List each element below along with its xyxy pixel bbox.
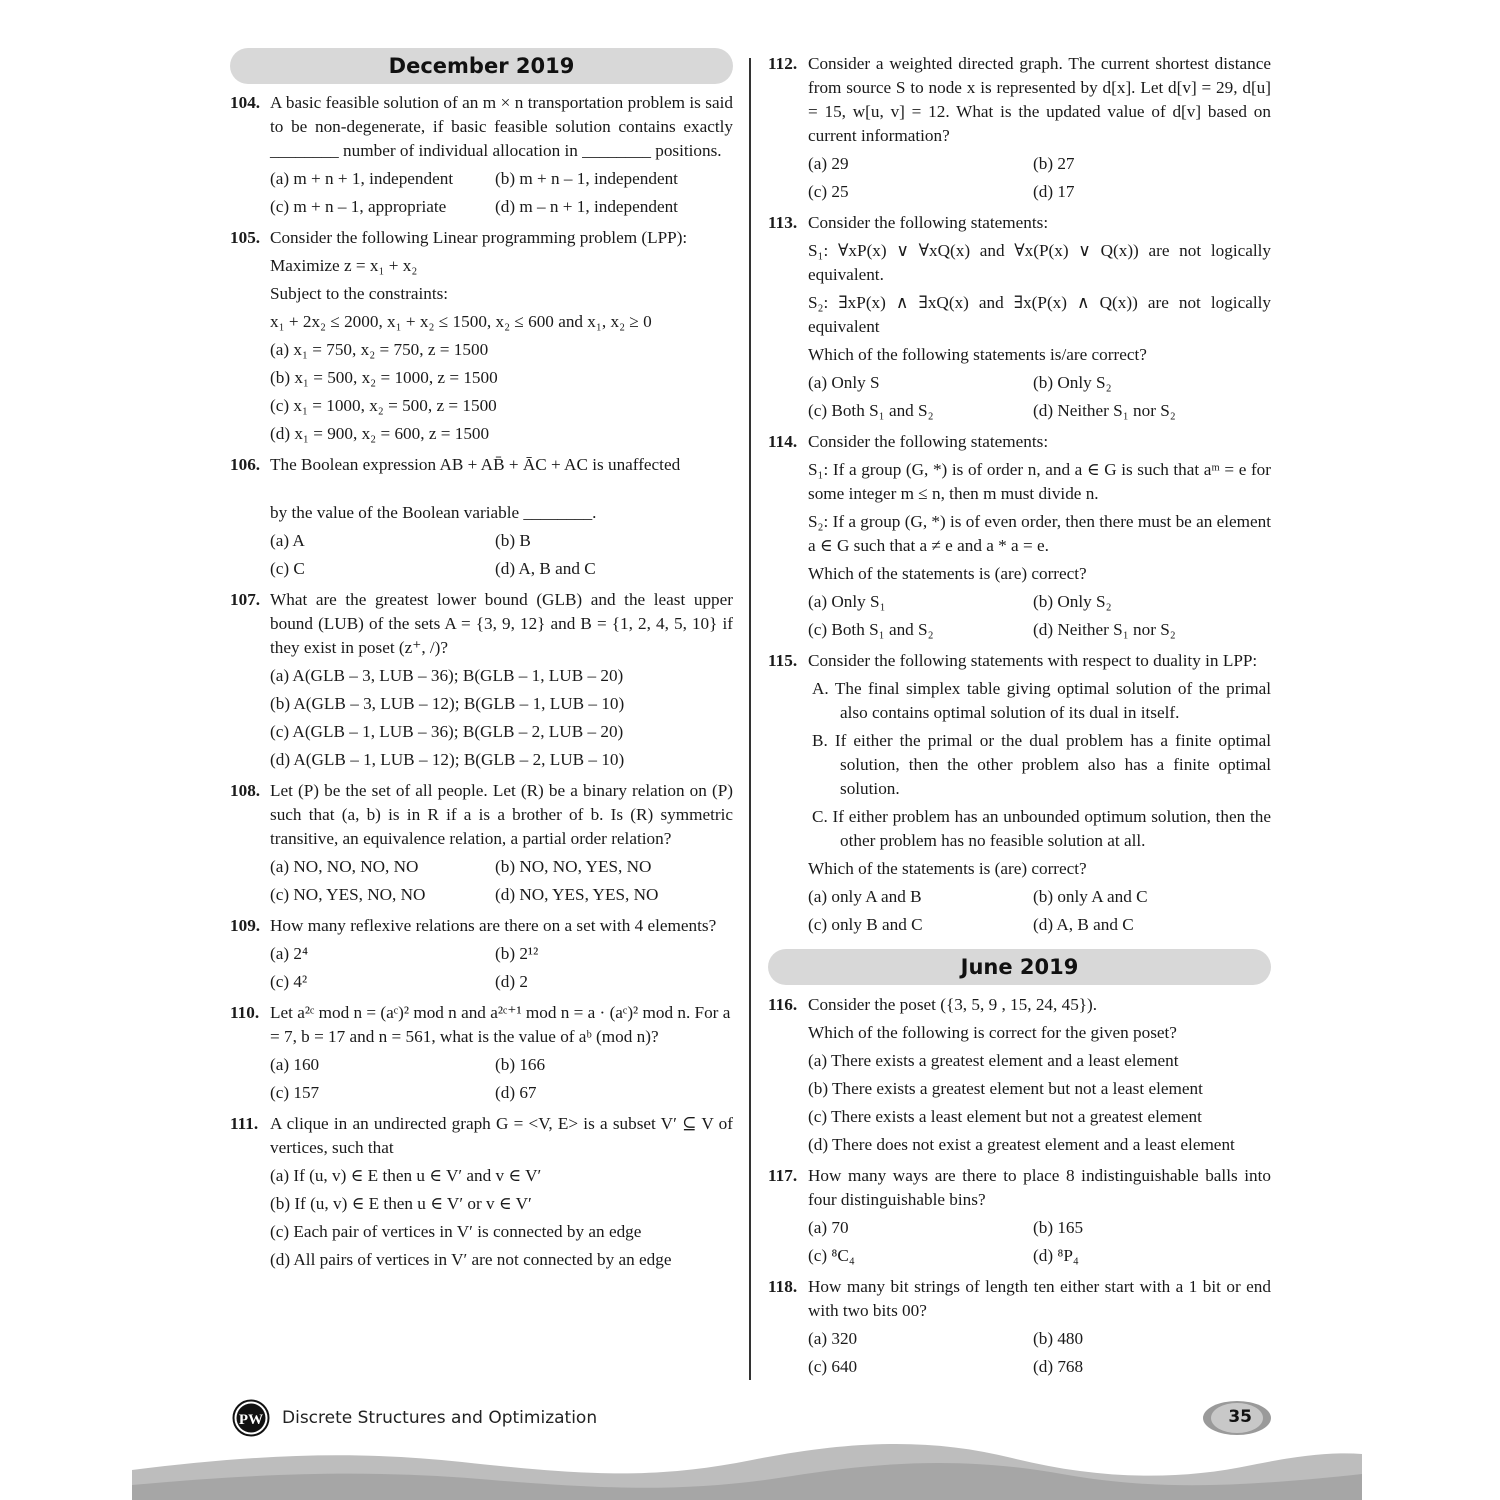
statement-a: A. The final simplex table giving optimal solution of the primal also contains optimal solution of its dual in itself.	[812, 679, 1271, 722]
option: (a) only A and B	[808, 887, 922, 906]
option: (c) A(GLB – 1, LUB – 36); B(GLB – 2, LUB – 20)	[270, 722, 624, 741]
option: (c) 157	[270, 1083, 320, 1102]
option: (c) C	[270, 559, 305, 578]
option: (c) Each pair of vertices in V′ is connected by an edge	[270, 1222, 642, 1241]
option: (d) 768	[1033, 1357, 1084, 1376]
question-text: Maximize z = x₁ + x₂	[270, 256, 418, 275]
question-text: Which of the following is correct for the given poset?	[808, 1023, 1177, 1042]
option: (a) A	[270, 531, 305, 550]
question-text: Consider the following statements:	[808, 432, 1049, 451]
question-text: S₁: ∀xP(x) ∨ ∀xQ(x) and ∀x(P(x) ∨ Q(x)) are not logically equivalent.	[808, 241, 1271, 284]
question-112: 112. Consider a weighted directed graph. The current shortest distance from source S to node x is represented by d[x]. Let d[v] = 29, d[u] = 15, w[u, v] = 12. What is the updated value of d[v] based on current information? (a) 29 (b) 27 (c) 25 (d) 17	[768, 52, 1271, 204]
question-text: The Boolean expression AB + AB̄ + ĀC + AC is unaffected	[270, 455, 681, 474]
right-column	[768, 48, 1271, 1379]
question-text: by the value of the Boolean variable ________.	[270, 503, 597, 522]
option: (a) Only S	[808, 373, 880, 392]
option: (b) Only S₂	[1033, 592, 1112, 611]
option: (b) only A and C	[1033, 887, 1148, 906]
option: (a) A(GLB – 3, LUB – 36); B(GLB – 1, LUB – 20)	[270, 666, 624, 685]
option: (c) NO, YES, NO, NO	[270, 885, 426, 904]
option: (b) x₁ = 500, x₂ = 1000, z = 1500	[270, 368, 498, 387]
option: (d) A(GLB – 1, LUB – 12); B(GLB – 2, LUB – 10)	[270, 750, 625, 769]
option: (d) ⁸P₄	[1033, 1246, 1079, 1265]
option: (b) 27	[1033, 154, 1075, 173]
option: (b) If (u, v) ∈ E then u ∈ V′ or v ∈ V′	[270, 1194, 532, 1213]
option: (d) 67	[495, 1083, 537, 1102]
option: (d) Neither S₁ nor S₂	[1033, 620, 1176, 639]
section-banner-june-2019: June 2019	[768, 949, 1271, 985]
question-text: Let a²ᶜ mod n = (aᶜ)² mod n and a²ᶜ⁺¹ mod n = a · (aᶜ)² mod n. For a = 7, b = 17 and n = 561, what is the value of aᵇ (mod n)?	[270, 1003, 731, 1046]
question-106: 106. The Boolean expression AB + AB̄ + ĀC + AC is unaffected by the value of the Boolean variable ________. (a) A (b) B (c) C (d) A, B and C	[230, 453, 733, 581]
question-text: Consider the poset ({3, 5, 9 , 15, 24, 45}).	[808, 995, 1098, 1014]
option: (d) All pairs of vertices in V′ are not connected by an edge	[270, 1250, 672, 1269]
question-text: A clique in an undirected graph G = <V, E> is a subset V′ ⊆ V of vertices, such that	[270, 1114, 733, 1157]
question-104: 104. A basic feasible solution of an m × n transportation problem is said to be non-degenerate, if basic feasible solution contains exactly ________ number of individual allocation in ________ positions. (a) m + n + 1, independent (b) m + n – 1, independent (c) m + n – 1, appropriate (d) m – n + 1, independent	[230, 91, 733, 219]
option: (a) There exists a greatest element and a least element	[808, 1051, 1179, 1070]
question-116: 116. Consider the poset ({3, 5, 9 , 15, 24, 45}). Which of the following is correct for the given poset? (a) There exists a greatest element and a least element (b) There exists a greatest element but not a least element (c) There exists a least element but not a greatest element (d) There does not exist a greatest element and a least element	[768, 993, 1271, 1157]
option: (c) x₁ = 1000, x₂ = 500, z = 1500	[270, 396, 497, 415]
option: (b) 165	[1033, 1218, 1084, 1237]
question-text: Consider a weighted directed graph. The current shortest distance from source S to node x is represented by d[x]. Let d[v] = 29, d[u] = 15, w[u, v] = 12. What is the updated value of d[v] based on current information?	[808, 54, 1271, 145]
option: (d) Neither S₁ nor S₂	[1033, 401, 1176, 420]
question-108: 108. Let (P) be the set of all people. Let (R) be a binary relation on (P) such that (a, b) is in R if a is a brother of b. Is (R) symmetric transitive, an equivalence relation, a partial order relation? (a) NO, NO, NO, NO (b) NO, NO, YES, NO (c) NO, YES, NO, NO (d) NO, YES, YES, NO	[230, 779, 733, 907]
svg-text:PW: PW	[238, 1412, 264, 1428]
question-105: 105. Consider the following Linear programming problem (LPP): Maximize z = x₁ + x₂ Subject to the constraints: x₁ + 2x₂ ≤ 2000, x₁ + x₂ ≤ 1500, x₂ ≤ 600 and x₁, x₂ ≥ 0 (a) x₁ = 750, x₂ = 750, z = 1500 (b) x₁ = 500, x₂ = 1000, z = 1500 (c) x₁ = 1000, x₂ = 500, z = 1500 (d) x₁ = 900, x₂ = 600, z = 1500	[230, 226, 733, 446]
option: (c) m + n – 1, appropriate	[270, 197, 447, 216]
question-114: 114. Consider the following statements: S₁: If a group (G, *) is of order n, and a ∈ G is such that aᵐ = e for some integer m ≤ n, then m must divide n. S₂: If a group (G, *) is of even order, then there must be an element a ∈ G such that a ≠ e and a * a = e. Which of the statements is (are) correct? (a) Only S₁ (b) Only S₂ (c) Both S₁ and S₂ (d) Neither S₁ nor S₂	[768, 430, 1271, 642]
question-text: Which of the following statements is/are correct?	[808, 345, 1147, 364]
option: (d) m – n + 1, independent	[495, 197, 678, 216]
option: (d) A, B and C	[1033, 915, 1134, 934]
option: (a) NO, NO, NO, NO	[270, 857, 419, 876]
option: (d) NO, YES, YES, NO	[495, 885, 659, 904]
question-text: Subject to the constraints:	[270, 284, 449, 303]
option: (c) Both S₁ and S₂	[808, 620, 934, 639]
question-text: x₁ + 2x₂ ≤ 2000, x₁ + x₂ ≤ 1500, x₂ ≤ 600 and x₁, x₂ ≥ 0	[270, 312, 652, 331]
option: (d) x₁ = 900, x₂ = 600, z = 1500	[270, 424, 490, 443]
question-text: How many ways are there to place 8 indistinguishable balls into four distinguishable bins?	[808, 1166, 1271, 1209]
option: (c) Both S₁ and S₂	[808, 401, 934, 420]
question-113: 113. Consider the following statements: S₁: ∀xP(x) ∨ ∀xQ(x) and ∀x(P(x) ∨ Q(x)) are not logically equivalent. S₂: ∃xP(x) ∧ ∃xQ(x) and ∃x(P(x) ∧ Q(x)) are not logically equivalent Which of the following statements is/are correct? (a) Only S (b) Only S₂ (c) Both S₁ and S₂ (d) Neither S₁ nor S₂	[768, 211, 1271, 423]
option: (d) There does not exist a greatest element and a least element	[808, 1135, 1235, 1154]
question-115: 115. Consider the following statements with respect to duality in LPP: A. The final simplex table giving optimal solution of the primal also contains optimal solution of its dual in itself. B. If either the primal or the dual problem has a finite optimal solution, then the other problem also has a finite optimal solution. C. If either problem has an unbounded optimum solution, then the other problem has no feasible solution at all. Which of the statements is (are) correct? (a) only A and B (b) only A and C (c) only B and C (d) A, B and C	[768, 649, 1271, 937]
option: (b) m + n – 1, independent	[495, 169, 678, 188]
option: (a) If (u, v) ∈ E then u ∈ V′ and v ∈ V′	[270, 1166, 542, 1185]
option: (b) A(GLB – 3, LUB – 12); B(GLB – 1, LUB – 10)	[270, 694, 625, 713]
section-banner-december-2019: December 2019	[230, 48, 733, 84]
option: (d) 17	[1033, 182, 1075, 201]
option: (a) 29	[808, 154, 849, 173]
option: (b) 166	[495, 1055, 546, 1074]
option: (c) 4²	[270, 972, 308, 991]
question-text: S₂: If a group (G, *) is of even order, then there must be an element a ∈ G such that a ≠ e and a * a = e.	[808, 512, 1272, 555]
question-text: How many bit strings of length ten either start with a 1 bit or end with two bits 00?	[808, 1277, 1271, 1320]
question-109: 109. How many reflexive relations are there on a set with 4 elements? (a) 2⁴ (b) 2¹² (c) 4² (d) 2	[230, 914, 733, 994]
question-text: Which of the statements is (are) correct?	[808, 564, 1087, 583]
option: (a) x₁ = 750, x₂ = 750, z = 1500	[270, 340, 489, 359]
question-text: A basic feasible solution of an m × n transportation problem is said to be non-degenerate, if basic feasible solution contains exactly ________ number of individual allocation in ________ positions.	[270, 93, 733, 160]
question-text: Consider the following Linear programming problem (LPP):	[270, 228, 688, 247]
option: (a) 70	[808, 1218, 849, 1237]
option: (a) m + n + 1, independent	[270, 169, 454, 188]
option: (a) 160	[270, 1055, 320, 1074]
page-number: 35	[1228, 1407, 1252, 1427]
option: (c) 640	[808, 1357, 858, 1376]
question-110: 110. Let a²ᶜ mod n = (aᶜ)² mod n and a²ᶜ⁺¹ mod n = a · (aᶜ)² mod n. For a = 7, b = 17 and n = 561, what is the value of aᵇ (mod n)? (a) 160 (b) 166 (c) 157 (d) 67	[230, 1001, 733, 1105]
option: (c) 25	[808, 182, 849, 201]
option: (a) Only S₁	[808, 592, 886, 611]
question-text: Which of the statements is (are) correct?	[808, 859, 1087, 878]
option: (b) 2¹²	[495, 944, 539, 963]
question-111: 111. A clique in an undirected graph G = <V, E> is a subset V′ ⊆ V of vertices, such that (a) If (u, v) ∈ E then u ∈ V′ and v ∈ V′ (b) If (u, v) ∈ E then u ∈ V′ or v ∈ V′ (c) Each pair of vertices in V′ is connected by an edge (d) All pairs of vertices in V′ are not connected by an edge	[230, 1112, 733, 1272]
option: (c) only B and C	[808, 915, 923, 934]
question-118: 118. How many bit strings of length ten either start with a 1 bit or end with two bits 00? (a) 320 (b) 480 (c) 640 (d) 768	[768, 1275, 1271, 1379]
question-text: S₂: ∃xP(x) ∧ ∃xQ(x) and ∃x(P(x) ∧ Q(x)) are not logically equivalent	[808, 293, 1271, 336]
question-117: 117. How many ways are there to place 8 indistinguishable balls into four distinguishable bins? (a) 70 (b) 165 (c) ⁸C₄ (d) ⁸P₄	[768, 1164, 1271, 1268]
statement-c: C. If either problem has an unbounded optimum solution, then the other problem has no feasible solution at all.	[812, 807, 1271, 850]
question-text: S₁: If a group (G, *) is of order n, and a ∈ G is such that aᵐ = e for some integer m ≤ n, then m must divide n.	[808, 460, 1271, 503]
option: (d) A, B and C	[495, 559, 596, 578]
decorative-wave	[132, 1430, 1362, 1500]
option: (b) NO, NO, YES, NO	[495, 857, 652, 876]
option: (b) Only S₂	[1033, 373, 1112, 392]
option: (c) There exists a least element but not a greatest element	[808, 1107, 1202, 1126]
option: (c) ⁸C₄	[808, 1246, 855, 1265]
left-column	[230, 48, 733, 1272]
question-text: Consider the following statements with respect to duality in LPP:	[808, 651, 1258, 670]
question-107: 107. What are the greatest lower bound (GLB) and the least upper bound (LUB) of the sets A = {3, 9, 12} and B = {1, 2, 4, 5, 10} if they exist in poset (z⁺, /)? (a) A(GLB – 3, LUB – 36); B(GLB – 1, LUB – 20) (b) A(GLB – 3, LUB – 12); B(GLB – 1, LUB – 10) (c) A(GLB – 1, LUB – 36); B(GLB – 2, LUB – 20) (d) A(GLB – 1, LUB – 12); B(GLB – 2, LUB – 10)	[230, 588, 733, 772]
question-text: What are the greatest lower bound (GLB) and the least upper bound (LUB) of the sets A = {3, 9, 12} and B = {1, 2, 4, 5, 10} if they exist in poset (z⁺, /)?	[270, 590, 733, 657]
column-divider	[749, 58, 751, 1380]
option: (b) 480	[1033, 1329, 1084, 1348]
question-text: Consider the following statements:	[808, 213, 1049, 232]
option: (b) There exists a greatest element but not a least element	[808, 1079, 1203, 1098]
question-text: Let (P) be the set of all people. Let (R) be a binary relation on (P) such that (a, b) is in R if a is a brother of b. Is (R) symmetric transitive, an equivalence relation, a partial order relation?	[270, 781, 733, 848]
option: (a) 320	[808, 1329, 858, 1348]
option: (d) 2	[495, 972, 528, 991]
option: (b) B	[495, 531, 531, 550]
subject-title: Discrete Structures and Optimization	[282, 1408, 598, 1428]
option: (a) 2⁴	[270, 944, 308, 963]
question-text: How many reflexive relations are there on a set with 4 elements?	[270, 916, 717, 935]
statement-b: B. If either the primal or the dual problem has a finite optimal solution, then the other problem also has a finite optimal solution.	[812, 731, 1271, 798]
